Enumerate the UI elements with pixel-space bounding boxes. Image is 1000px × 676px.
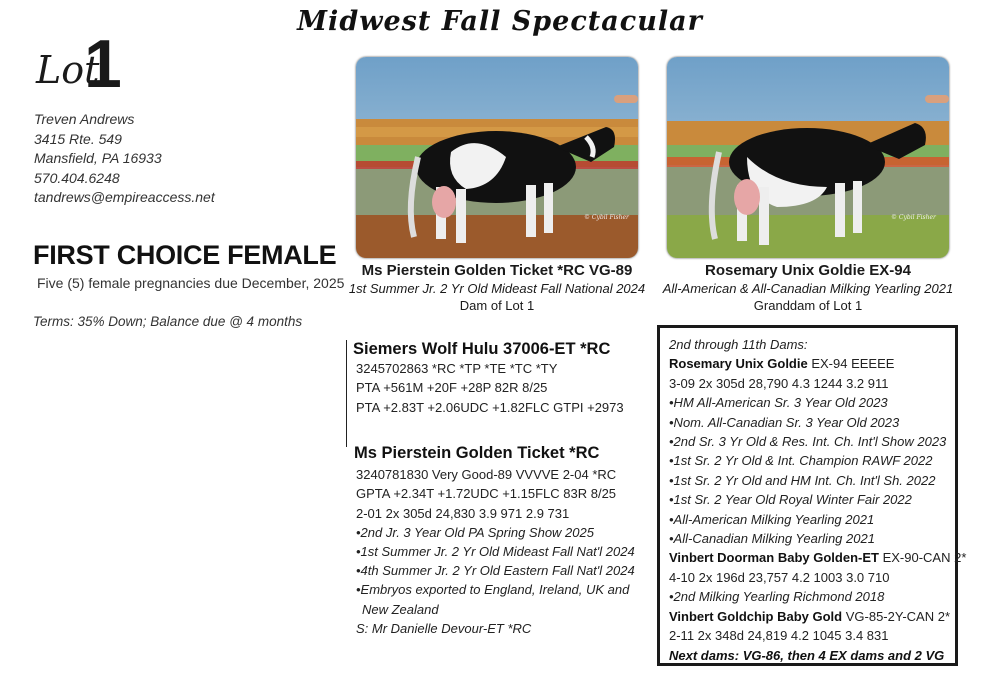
consignor-address-line1: 3415 Rte. 549 <box>34 130 122 147</box>
cow-photo-illustration <box>667 57 949 258</box>
baby-gold-name: Vinbert Goldchip Baby Gold <box>669 608 843 624</box>
baby-golden-record: 4-10 2x 196d 23,757 4.2 1003 3.0 710 <box>669 569 890 585</box>
goldie-honor: •1st Sr. 2 Year Old Royal Winter Fair 2022 <box>669 492 912 508</box>
baby-golden-honor: •2nd Milking Yearling Richmond 2018 <box>669 589 885 605</box>
granddam-photo-relation: Granddam of Lot 1 <box>753 298 863 313</box>
sire-info-line: PTA +2.83T +2.06UDC +1.82FLC GTPI +2973 <box>356 399 624 415</box>
offering-terms: Terms: 35% Down; Balance due @ 4 months <box>33 314 303 329</box>
offering-title: FIRST CHOICE FEMALE <box>33 240 337 270</box>
dam-sire-line: S: Mr Danielle Devour-ET *RC <box>356 620 532 636</box>
goldie-name: Rosemary Unix Goldie <box>669 356 808 372</box>
granddam-photo-title: Rosemary Unix Goldie EX-94 <box>705 262 911 279</box>
lot-number: 1 <box>84 26 122 102</box>
dam-photo-title: Ms Pierstein Golden Ticket *RC VG-89 <box>361 262 633 279</box>
lot-word: Lot <box>36 48 100 92</box>
dam-caption <box>340 262 654 313</box>
dam-info-line: 2-01 2x 305d 24,830 3.9 971 2.9 731 <box>356 505 570 521</box>
dam-photo-relation: Dam of Lot 1 <box>459 298 535 313</box>
baby-golden-score: EX-90-CAN 2* <box>878 550 967 566</box>
offering-description: Five (5) female pregnancies due December, 2025 <box>37 275 345 291</box>
goldie-honor: •1st Sr. 2 Yr Old & Int. Champion RAWF 2022 <box>669 453 933 469</box>
photo-watermark: © Cybil Fisher <box>584 214 629 221</box>
dam-honor: •1st Summer Jr. 2 Yr Old Mideast Fall Nat'l 2024 <box>356 544 635 560</box>
dam-honor: •Embryos exported to England, Ireland, UK and <box>356 582 630 598</box>
sire-info-line: 3245702863 *RC *TP *TE *TC *TY <box>356 361 558 377</box>
goldie-honor: •HM All-American Sr. 3 Year Old 2023 <box>669 395 888 411</box>
consignor-contact <box>34 110 215 208</box>
goldie-honor: •Nom. All-Canadian Sr. 3 Year Old 2023 <box>669 414 900 430</box>
dam-name: Ms Pierstein Golden Ticket *RC <box>354 444 600 462</box>
sire-name: Siemers Wolf Hulu 37006-ET *RC <box>353 340 611 358</box>
goldie-honor: •2nd Sr. 3 Yr Old & Res. Int. Ch. Int'l Show 2023 <box>669 434 947 450</box>
granddam-photo <box>667 57 949 258</box>
consignor-email[interactable]: tandrews@empireaccess.net <box>34 189 215 205</box>
goldie-honor: •1st Sr. 2 Yr Old and HM Int. Ch. Int'l Sh. 2022 <box>669 472 936 488</box>
dams-box <box>657 325 967 666</box>
dam-honor: •4th Summer Jr. 2 Yr Old Eastern Fall Nat'l 2024 <box>356 563 635 579</box>
pedigree-bracket-line <box>346 340 347 447</box>
cow-photo-illustration <box>356 57 638 258</box>
goldie-score: EX-94 EEEEE <box>807 356 895 372</box>
dams-heading: 2nd through 11th Dams: <box>669 337 808 352</box>
baby-gold-record: 2-11 2x 348d 24,819 4.2 1045 3.4 831 <box>669 628 889 644</box>
baby-gold-score: VG-85-2Y-CAN 2* <box>842 608 951 624</box>
baby-golden-name: Vinbert Doorman Baby Golden-ET <box>669 550 879 566</box>
sire-section <box>354 340 624 417</box>
photo-watermark: © Cybil Fisher <box>891 214 936 221</box>
granddam-caption <box>650 262 966 313</box>
goldie-honor: •All-Canadian Milking Yearling 2021 <box>669 531 875 547</box>
dam-photo <box>356 57 638 258</box>
consignor-name: Treven Andrews <box>34 111 135 127</box>
goldie-honor: •All-American Milking Yearling 2021 <box>669 511 875 527</box>
consignor-address-line2: Mansfield, PA 16933 <box>34 150 162 166</box>
sire-info-line: PTA +561M +20F +28P 82R 8/25 <box>356 380 548 396</box>
dam-honor: New Zealand <box>362 601 439 617</box>
goldie-record: 3-09 2x 305d 28,790 4.3 1244 3.2 911 <box>669 375 889 391</box>
sale-title: Midwest Fall Spectacular <box>297 6 703 37</box>
next-dams: Next dams: VG-86, then 4 EX dams and 2 VG <box>669 647 945 663</box>
dam-info-line: GPTA +2.34T +1.72UDC +1.15FLC 83R 8/25 <box>356 486 617 502</box>
dam-section <box>354 444 635 638</box>
dam-photo-subtitle: 1st Summer Jr. 2 Yr Old Mideast Fall National 2024 <box>348 281 646 296</box>
dam-honor: •2nd Jr. 3 Year Old PA Spring Show 2025 <box>356 524 594 540</box>
consignor-phone[interactable]: 570.404.6248 <box>34 169 120 186</box>
dam-info-line: 3240781830 Very Good-89 VVVVE 2-04 *RC <box>356 467 617 483</box>
granddam-photo-subtitle: All-American & All-Canadian Milking Yearling 2021 <box>662 281 954 296</box>
